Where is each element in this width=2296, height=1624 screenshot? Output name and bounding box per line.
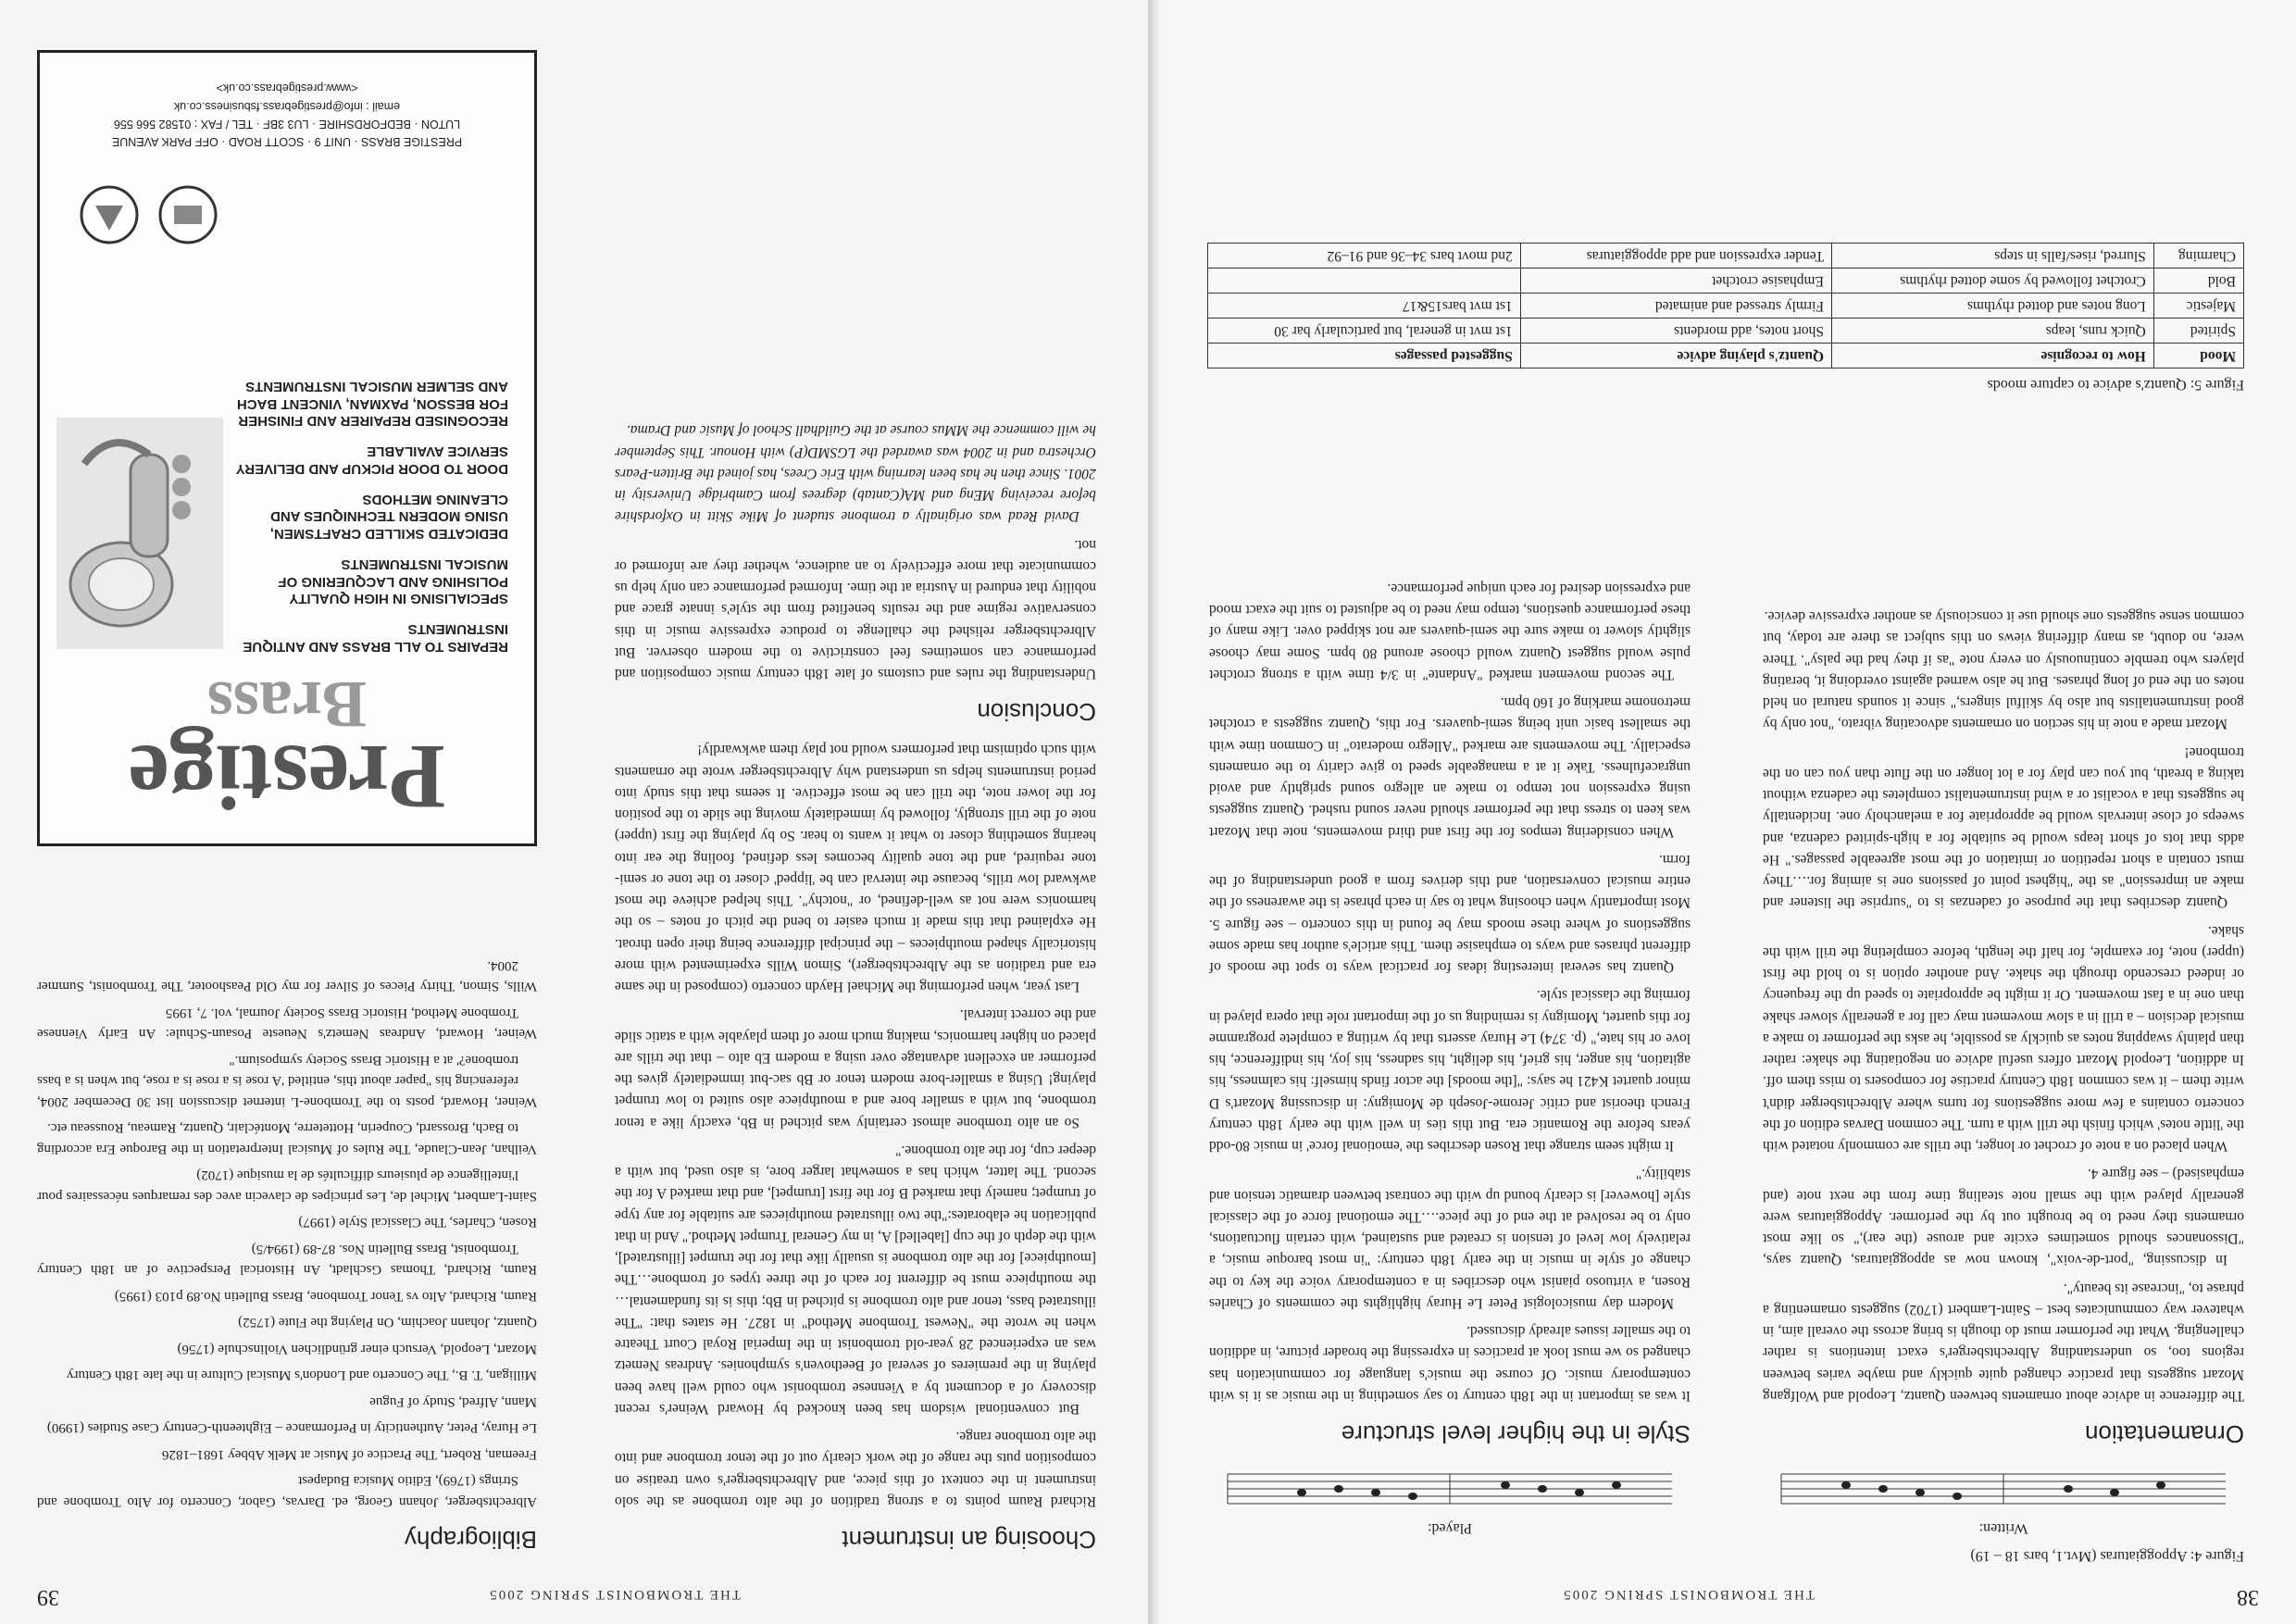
right-column-1 — [615, 413, 1096, 1567]
ornamentation-paragraph: When placed on a note of crochet or longer, the trills are commonly notated with the 'little notes' which finish the trill with a turn. The common Darvas edition of the concerto contains a few more suggestions for turns where Albrechtsberger didn't write them – it was common 18th Century practise for composers to miss them off. In addition, Leopold Mozart offers useful advice on negotiating the shake: rather than plainly swapping notes as quickly as possible, he asks the performer to make a musical decision – a trill in a slow movement may call for a generally slower shake than one in a fast movement. Or it might be appropriate to speed up the frequency or indeed crescendo through the shake. And another option is to hold the first (upper) note, for example, for half the length, before completing the trill with the shake. — [1763, 922, 2244, 1155]
column-header: Quantz's playing advice — [1520, 344, 1831, 369]
table-cell: Majestic — [2153, 294, 2243, 319]
right-column-2 — [37, 950, 537, 1568]
bibliography-entry: Rosen, Charles, The Classical Style (1997) — [298, 1215, 537, 1230]
figure-4-played-label: Played: — [1428, 1520, 1472, 1536]
running-head: THE TROMBONIST SPRING 2005 — [1562, 1587, 1815, 1602]
bibliography-entry: Mann, Alfred, Study of Fugue — [369, 1394, 537, 1409]
bibliography-entry: Veilhan, Jean-Claude, The Rules of Musical Interpretation in the Baroque Era according to Bach, Brossard, Couperin, Hotteterre, Montéclair, Quantz, Rameau, Rousseau etc. — [37, 1120, 537, 1156]
instrument-paragraph: Last year, when performing the Michael Haydn concerto (composed in the same era and tradition as the Albrechtsberger), Simon Wills experimented with more historically shaped mouthpieces – the principal difference being their open throat. He explained that this made it much easier to bend the pitch of notes – so the harmonics were not as well-defined, or "notchy". This helped achieve the most awkward low trills, because the interval can be 'lipped' closer to the tone or semi-tone required, and the tone quality becomes less defined, fooling the ear into hearing something closer to what it wants to hear. So by playing the first (upper) note of the trill strongly, followed by immediately moving the slide to the position for the lower note, the trill can be most effective. It seems that this study into period instruments helps us understand why Albrechtsberger wrote the ornaments with such optimism that performers would not play them awkwardly! — [615, 742, 1096, 995]
figure-5-caption: Figure 5: Quantz's advice to capture moods — [1987, 377, 2244, 393]
ad-address-block — [40, 79, 534, 151]
page-number: 39 — [37, 1585, 59, 1609]
table-cell: Tender expression and add appoggiaturas — [1520, 244, 1831, 269]
style-paragraph: When considering tempos for the first and third movements, note that Mozart was keen to stress that the performer should never sound rushed. Quantz suggests using expression not tempo to make an allegro sound sprightly and avoid ungracefulness. Take it at a manageable speed to give clarity to the ornaments especially. The movements are marked "Allegro moderato" in Common time with the smallest basic unit being semi-quavers. For this, Quantz suggests a crotchet metronome marking of 160 bpm. — [1209, 694, 1691, 840]
ad-service-item: SPECIALISING IN HIGH QUALITY POLISHING AND LACQUERING OF MUSICAL INSTRUMENTS — [278, 556, 508, 607]
ornamentation-heading: Ornamentation — [2085, 1420, 2244, 1448]
style-paragraph: Quantz has several interesting ideas for practical ways to spot the moods of different phrases and ways to emphasise them. This article's author has made some suggestions of where these moods may be found in this concerto – see figure 5. Most importantly when choosing what to say in each phrase is the awareness of the entire musical conversation, and this derives from a good understanding of the form. — [1209, 852, 1691, 976]
bibliography-entry: Wills, Simon, Thirty Pieces of Silver for my Old Peashooter, The Trombonist, Summer 2004. — [37, 958, 537, 994]
table-cell: 2nd movt bars 34–36 and 91–92 — [1208, 244, 1521, 269]
style-paragraph: It might seem strange that Rosen describes the 'emotional force' in music 80-odd years before the Romantic era. But this ties in well with the early 18th century French theorist and critic Jerome-Joseph de Momigny: in discussing Mozart's D minor quartet K421 he says: "[the moods] the actor finds himself: his calmness, his agitation, his anger, his grief, his delight, his sadness, his joy, his indifference, his love or his hate," (p. 374) Le Huray asserts that by writing a complete programme for this quartet, Momigny is reminding us of the important role that opera played in forming the classical style. — [1209, 987, 1691, 1155]
instrument-paragraph: But conventional wisdom has been knocked by Howard Weiner's recent discovery of a document by a Viennese trombonist who could well have been playing in the premieres of several of Beethoven's symphonies. Andreas Nemetz was an experienced 28 year-old trombonist in the Imperial Royal Court Theatre when he wrote the "Newest Trombone Method" in 1827. He states that: "The illustrated bass, tenor and alto trombone is pitched in Bb; this is its fundamental…the mouthpiece must be different for each of the three types of trombone…The [mouthpiece] for the alto trombone is usually like that for the trumpet [illustrated], with the depth of the cup [labelled] A, in my General Trumpet Method." And in that publication he elaborates:"the two illustrated mouthpieces are suitable for any type of trumpet; namely that marked B for the first [trumpet], and that marked A for the second. The latter, which has a somewhat larger bore, is also used, but with a deeper cup, for the alto trombone." — [615, 1143, 1096, 1417]
figure-4-caption: Figure 4: Appoggiaturas (Mvt.1, bars 18 – 19) — [1970, 1548, 2244, 1564]
ad-logo-subtitle: Brass — [206, 668, 368, 742]
bibliography-heading: Bibliography — [404, 1526, 537, 1554]
ad-service-item: DOOR TO DOOR PICKUP AND DELIVERY SERVICE AVAILABLE — [236, 443, 508, 477]
running-head: THE TROMBONIST SPRING 2005 — [488, 1587, 741, 1602]
bibliography-entry: Milligan, T. B., The Concerto and London's Musical Culture in the late 18th Century — [66, 1368, 537, 1383]
table-cell: 1st mvt in general, but particularly bar 30 — [1208, 319, 1521, 344]
table-cell: Charming — [2153, 244, 2243, 269]
left-column-2 — [1209, 571, 1691, 1567]
conclusion-paragraph: Understanding the rules and customs of late 18th century music composition and performance can sometimes feel constrictive to the modern observer. But Albrechtsberger relished the challenge to produce expressive music in this conservative regime and the results benefited from the style's innate grace and nobility that endured in Austria at the time. Informed performance can only help us communicate that more effectively to an audience, whether they are informed or not. — [615, 536, 1096, 682]
table-cell: Long notes and dotted rhythms — [1832, 294, 2154, 319]
column-header: Mood — [2153, 344, 2243, 369]
ornamentation-paragraph: Mozart made a note in his section on ornaments advocating vibrato, "not only by good instrumentalists but also by skilful singers," since it sounds natural on held notes on the end of long phrases. But he also warned against overdoing it, berating players who tremble continuously on every note "as if they had the palsy". There were, no doubt, as many differing views on this subject as there are today, but common sense suggests one should use it consciously as another expressive device. — [1763, 608, 2244, 732]
figure-5 — [1207, 230, 2244, 393]
accreditation-badges — [68, 182, 225, 247]
ad-services-list — [231, 377, 508, 655]
column-header: How to recognise — [1832, 344, 2154, 369]
conclusion-heading: Conclusion — [977, 698, 1096, 727]
style-paragraph: It was as important in the 18th century to say something in the music as it is with contemporary music. Of course the music's language for communication has changed so we must look at practices in expressing the broader picture, in addition to the smaller issues already discussed. — [1209, 1323, 1691, 1404]
style-paragraph: The second movement marked "Andante" in 3/4 time with a strong crotchet pulse would suggest Quantz would choose around 80 bpm. Some may choose slightly slower to make sure the semi-quavers are not skipped over. Like many of these performance questions, tempo may need to be adjusted to suit the exact mood and expression desired for each unique performance. — [1209, 581, 1691, 682]
left-column-1 — [1763, 599, 2244, 1567]
table-row — [1208, 244, 2244, 269]
style-paragraph: Modern day musicologist Peter Le Huray highlights the comments of Charles Rosen, a virtuoso pianist who describes in a contemporary voice the key to the change of style in music in the early 18th century: "in most baroque music, a relatively low level of tension is created and sustained, with certain fluctuations, only to be resolved at the end of the piece.…The emotional force of the classical style [however] is clearly bound up with the contrast between dramatic tension and stability." — [1209, 1166, 1691, 1311]
table-cell: Crotchet followed by some dotted rhythms — [1832, 269, 2154, 294]
ad-email: email : info@prestigebrass.fsbusiness.co.uk — [173, 99, 401, 113]
bibliography-entry: Raum, Richard, Thomas Gschladt, An Historical Perspective of an 18th Century Trombonist, Brass Bulletin Nos. 87-89 (1994/5) — [37, 1242, 537, 1278]
table-row — [1208, 319, 2244, 344]
table-cell: Emphasise crotchet — [1520, 269, 1831, 294]
ornamentation-paragraph: Quantz describes that the purpose of cadenzas is to "surprise the listener and make an impression" as the "highest point of passions one is aiming for.…They must contain a short repetition or imitation of the most agreeable passages." He adds that lots of short leaps would be suitable for a high-spirited cadenza, and sweeps of close intervals would be appropriate for a melancholy one. Incidentally he suggests that a vocalist or a wind instrumentalist completes the cadenza without taking a breath, but you can play for a lot longer on the flute than you can on the trombone! — [1763, 743, 2244, 911]
table-cell: Firmly stressed and animated — [1520, 294, 1831, 319]
column-header: Suggested passages — [1208, 344, 1521, 369]
ornamentation-paragraph: The difference in advice about ornaments between Quantz, Leopold and Wolfgang Mozart suggests that practice changed quite quickly and maybe varies between regions too, so understanding Albrechtsberger's exact intentions is rather challenging. What the performer must do though is bring across the overall aim, in whatever way communicates best – Saint-Lambert (1702) suggests ornamenting a phrase to, "increase its beauty". — [1763, 1280, 2244, 1404]
bibliography-entry: Freeman, Robert, The Practice of Music at Melk Abbey 1681–1826 — [161, 1447, 537, 1462]
table-row — [1208, 269, 2244, 294]
quantz-moods-table — [1207, 243, 2244, 369]
ad-logo: Prestige — [128, 726, 446, 829]
euphonium-image — [56, 418, 223, 649]
ad-address-line: PRESTIGE BRASS · UNIT 9 · SCOTT ROAD · OFF PARK AVENUE — [111, 135, 463, 149]
bibliography-entry: Albrechtsberger, Johann Georg, ed. Darvas, Gabor, Concerto for Alto Trombone and Strings (1769), Editio Musica Budapest — [37, 1473, 537, 1509]
instrument-paragraph: Richard Raum points to a strong tradition of the alto trombone as the solo instrument in the context of this piece, and Albrechtsberger's own treatise on composition puts the range of the work clearly out of the tenor trombone and into the alto trombone range. — [615, 1429, 1096, 1509]
prestige-brass-advert — [37, 50, 537, 846]
bibliography-entry: Raum, Richard, Alto vs Tenor Trombone, Brass Bulletin No.89 p103 (1995) — [114, 1289, 537, 1304]
ad-website: <www.prestigebrass.co.uk> — [216, 81, 358, 95]
page-38 — [1148, 0, 2296, 1624]
bibliography-entry: Weiner, Howard, posts to the Trombone-L internet discussion list 30 December 2004, referencing his "paper about this, entitled 'A rose is a rose is a rose, but when is a bass trombone?' at a Historic Brass Society symposium." — [37, 1053, 537, 1109]
music-staff-played — [1218, 1467, 1681, 1513]
table-cell: Quick runs, leaps — [1832, 319, 2154, 344]
figure-4-written-label: Written: — [1978, 1520, 2028, 1536]
table-cell: Bold — [2153, 269, 2243, 294]
ad-address-line: LUTON · BEDFORDSHIRE · LU3 3BF · TEL / FAX : 01582 566 556 — [113, 118, 461, 131]
table-cell: Short notes, add mordents — [1520, 319, 1831, 344]
ad-service-item: RECOGNISED REPAIRER AND FINISHER FOR BESSON, PAXMAN, VINCENT BACH AND SELMER MUSICAL INSTRUMENTS — [236, 379, 508, 430]
bibliography-entry: Saint-Lambert, Michel de, Les principes de clavecin avec des remarques nécessaires pour l'intelligence de plusieurs difficultés de la musique (1702) — [37, 1168, 537, 1204]
style-heading: Style in the higher level structure — [1341, 1420, 1691, 1448]
author-bio: David Read was originally a trombone student of Mike Skitt in Oxfordshire before receiving MEng and MA(Cantab) degrees from Cambridge University in 2001. Since then he has been learning with Eric Crees, has joined the Britten-Pears Orchestra and in 2004 was awarded the LGSMD(P) with Honour. This September he will commence the MMus course at the Guildhall School of Music and Drama. — [615, 422, 1096, 525]
table-cell: 1st mvt bars15&17 — [1208, 294, 1521, 319]
table-row — [1208, 294, 2244, 319]
ad-service-item: DEDICATED SKILLED CRAFTSMEN, USING MODERN TECHNIQUES AND CLEANING METHODS — [269, 491, 508, 543]
bibliography-entry: Mozart, Leopold, Versuch einer gründlichen Violinschule (1756) — [177, 1342, 537, 1356]
table-cell: Slurred, rises/falls in steps — [1832, 244, 2154, 269]
table-cell: Spirited — [2153, 319, 2243, 344]
ad-service-item: REPAIRS TO ALL BRASS AND ANTIQUE INSTRUMENTS — [243, 621, 508, 655]
table-header-row — [1208, 344, 2244, 369]
table-cell — [1208, 269, 1521, 294]
ornamentation-paragraph: In discussing, "port-de-voix", known now as appoggiaturas, Quantz says, "Dissonances should sometimes excite and arouse (the ear)," so like most ornaments they need to be brought out by the performer. Appoggiaturas were generally played with the small note stealing time from the next note (and emphasised) – see figure 4. — [1763, 1166, 2244, 1268]
page-number: 38 — [2237, 1585, 2259, 1609]
bibliography-entry: Quantz, Johann Joachim, On Playing the Flute (1752) — [238, 1315, 537, 1330]
bibliography-entry: Le Huray, Peter, Authenticity in Performance – Eighteenth-Century Case Studies (1990) — [46, 1420, 537, 1436]
music-staff-written — [1772, 1467, 2235, 1513]
instrument-paragraph: So an alto trombone almost certainly was pitched in Bb, exactly like a tenor trombone, but with a smaller bore and a mouthpiece also suited to low trumpet playing! Using a smaller-bore modern tenor or Bb sac-but immediately gives the performer an excellent advantage over using a modern Eb alto – that the trills are placed on higher harmonics, making much more of them playable with a static slide and the correct interval. — [615, 1006, 1096, 1131]
bibliography-entry: Weiner, Howard, Andreas Nemetz's Neueste Posaun-Schule: An Early Viennese Trombone Method, Historic Brass Society Journal, vol. 7, 1995 — [37, 1006, 537, 1042]
instrument-heading: Choosing an instrument — [842, 1526, 1096, 1554]
